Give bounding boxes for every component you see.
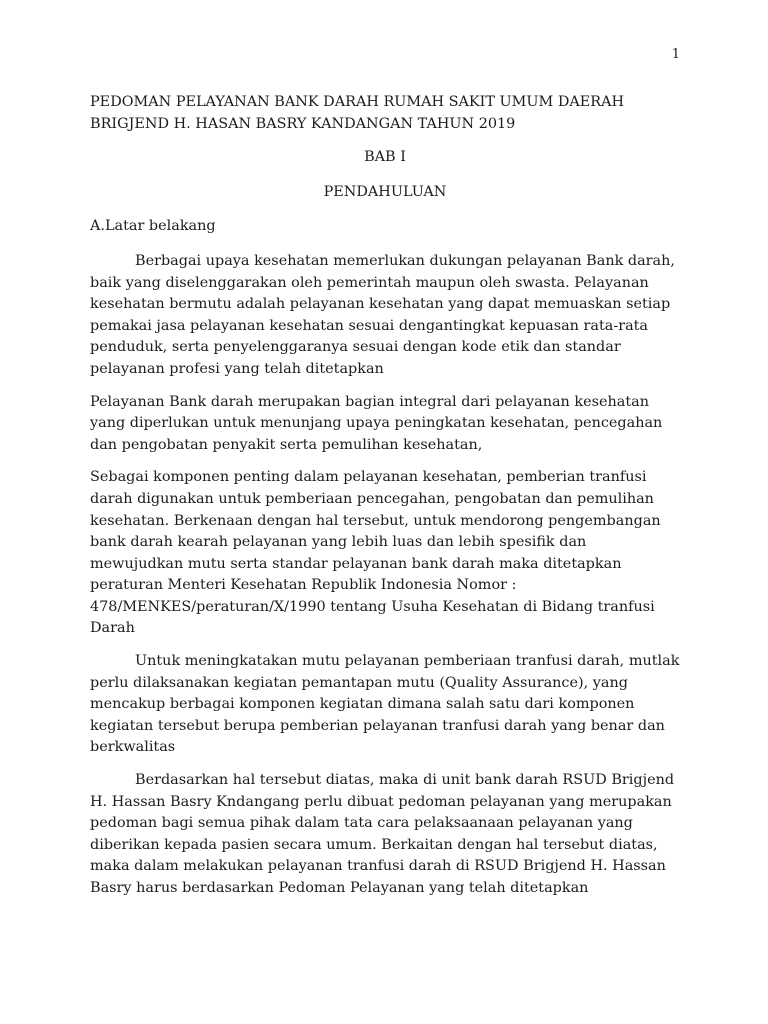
paragraph: Untuk meningkatakan mutu pelayanan pemberiaan tranfusi darah, mutlak perlu dilaksanakan kegiatan pemantapan mutu (Quality Assurance), yang mencakup berbagai komponen kegiatan dimana salah satu dari komponen kegiatan tersebut berupa pemberian pelayanan tranfusi darah yang benar dan berkwalitas (90, 653, 680, 756)
paragraph: Sebagai komponen penting dalam pelayanan kesehatan, pemberian tranfusi darah digunakan untuk pemberiaan pencegahan, pengobatan dan pemulihan kesehatan. Berkenaan dengan hal tersebut, untuk mendorong pengembangan bank darah kearah pelayanan yang lebih luas dan lebih spesifik dan mewujudkan mutu serta standar pelayanan bank darah maka ditetapkan peraturan Menteri Kesehatan Republik Indonesia Nomor : 478/MENKES/peraturan/X/1990 tentang Usuha Kesehatan di Bidang tranfusi Darah (90, 469, 661, 637)
paragraph: Pelayanan Bank darah merupakan bagian integral dari pelayanan kesehatan yang diperlukan untuk menunjang upaya peningkatan kesehatan, pencegahan dan pengobatan penyakit serta pemulihan kesehatan, (90, 393, 663, 453)
document-body (90, 92, 680, 911)
section-heading: A.Latar belakang (90, 218, 216, 235)
chapter-title: PENDAHULUAN (323, 183, 447, 200)
document-title (90, 92, 680, 135)
paragraph: Berdasarkan hal tersebut diatas, maka di unit bank darah RSUD Brigjend H. Hassan Basry Kndangang perlu dibuat pedoman pelayanan yang merupakan pedoman bagi semua pihak dalam tata cara pelaksaanaan pelayanan yang diberikan kepada pasien secara umum. Berkaitan dengan hal tersebut diatas, maka dalam melakukan pelayanan tranfusi darah di RSUD Brigjend H. Hassan Basry harus berdasarkan Pedoman Pelayanan yang telah ditetapkan (90, 772, 675, 896)
page-number: 1 (671, 47, 680, 62)
document-title-line-2: BRIGJEND H. HASAN BASRY KANDANGAN TAHUN 2019 (90, 115, 516, 132)
document-title-line-1: PEDOMAN PELAYANAN BANK DARAH RUMAH SAKIT UMUM DAERAH (90, 94, 625, 110)
chapter-number: BAB I (364, 149, 406, 166)
paragraph: Berbagai upaya kesehatan memerlukan dukungan pelayanan Bank darah, baik yang diselenggarakan oleh pemerintah maupun oleh swasta. Pelayanan kesehatan bermutu adalah pelayanan kesehatan yang dapat memuaskan setiap pemakai jasa pelayanan kesehatan sesuai dengantingkat kepuasan rata-rata penduduk, serta penyelenggaranya sesuai dengan kode etik dan standar pelayanan profesi yang telah ditetapkan (90, 252, 675, 377)
